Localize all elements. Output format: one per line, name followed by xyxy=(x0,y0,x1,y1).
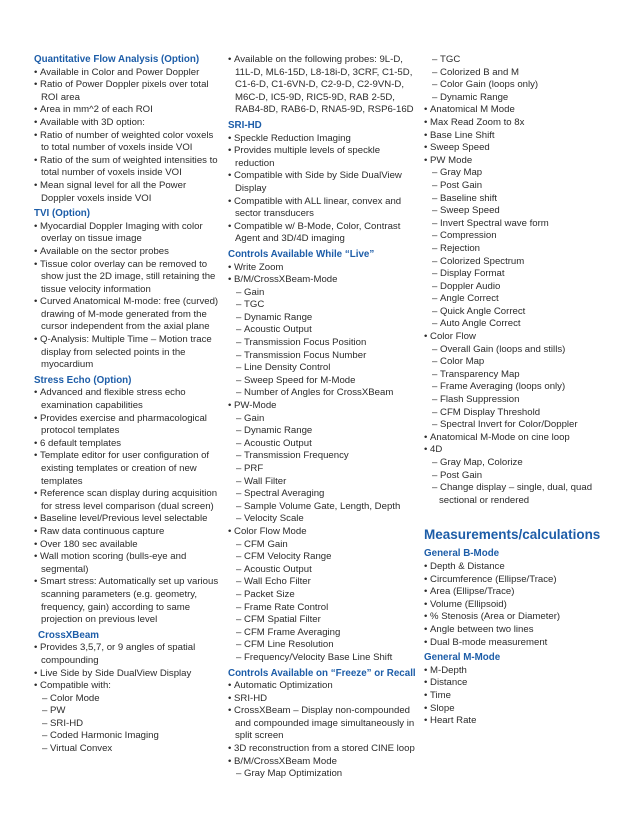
bullet-item: • Available on the following probes: 9L-D, 11L-D, ML6-15D, L8-18i-D, 3CRF, C1-5D, C1-6-D, C1-6VN-D, C2-9-D, C2-9VN-D, M6C-D, IC5-9D, RIC5-9D, RAB 2-5D, RAB4-8D, RAB6-D, RNA5-9D, RSP6-16D xyxy=(228,54,420,117)
bullet-item: • Raw data continuous capture xyxy=(34,526,222,539)
bullet-item: • Available on the sector probes xyxy=(34,246,222,259)
sub-item: – CFM Display Threshold xyxy=(424,407,614,420)
sub-item: – Frame Averaging (loops only) xyxy=(424,381,614,394)
bullet-item: • Anatomical M-Mode on cine loop xyxy=(424,432,614,445)
bullet-item: • Available with 3D option: xyxy=(34,117,222,130)
bullet-item: • Baseline level/Previous level selectable xyxy=(34,513,222,526)
sub-item: – Transmission Focus Number xyxy=(228,350,420,363)
bullet-item: • Volume (Ellipsoid) xyxy=(424,599,614,612)
sub-item: – Angle Correct xyxy=(424,293,614,306)
bullet-item: • Wall motion scoring (bulls-eye and segmental) xyxy=(34,551,222,576)
sub-item: – Frame Rate Control xyxy=(228,602,420,615)
sub-item: – PW xyxy=(34,705,222,718)
section-heading: SRI-HD xyxy=(228,119,262,131)
bullet-item: • SRI-HD xyxy=(228,693,420,706)
sub-item: – Color Gain (loops only) xyxy=(424,79,614,92)
sub-item: – Packet Size xyxy=(228,589,420,602)
bullet-item: • Compatible with Side by Side DualView Display xyxy=(228,170,420,195)
section-heading: General M-Mode xyxy=(424,652,501,664)
bullet-item: • Area (Ellipse/Trace) xyxy=(424,586,614,599)
section-heading: Stress Echo (Option) xyxy=(34,374,132,386)
bullet-item: • Sweep Speed xyxy=(424,142,614,155)
bullet-item: • M-Depth xyxy=(424,665,614,678)
sub-item: – Gain xyxy=(228,287,420,300)
bullet-item: • PW Mode xyxy=(424,155,614,168)
sub-item: – Wall Filter xyxy=(228,476,420,489)
bullet-item: • Automatic Optimization xyxy=(228,680,420,693)
sub-item: – Gain xyxy=(228,413,420,426)
bullet-item: • Time xyxy=(424,690,614,703)
sub-item: – Color Map xyxy=(424,356,614,369)
section-heading: General B-Mode xyxy=(424,548,500,560)
sub-item: – Post Gain xyxy=(424,470,614,483)
sub-item: – Gray Map xyxy=(424,167,614,180)
sub-item: – Colorized Spectrum xyxy=(424,256,614,269)
bullet-item: • Angle between two lines xyxy=(424,624,614,637)
section-heading: Quantitative Flow Analysis (Option) xyxy=(34,54,200,65)
bullet-item: • Myocardial Doppler Imaging with color overlay on tissue image xyxy=(34,221,222,246)
sub-item: – Acoustic Output xyxy=(228,324,420,337)
bullet-item: • Smart stress: Automatically set up various scanning parameters (e.g. geometry, frequency, gain) according to same projection on previous level xyxy=(34,576,222,626)
bullet-item: • 3D reconstruction from a stored CINE loop xyxy=(228,743,420,756)
bullet-item: • Anatomical M Mode xyxy=(424,104,614,117)
bullet-item: • Compatible with: xyxy=(34,680,222,693)
sub-item: – Overall Gain (loops and stills) xyxy=(424,344,614,357)
sub-item: – Dynamic Range xyxy=(228,312,420,325)
sub-item: – Coded Harmonic Imaging xyxy=(34,730,222,743)
sub-item: – SRI-HD xyxy=(34,718,222,731)
bullet-item: • Heart Rate xyxy=(424,715,614,728)
bullet-item: • Mean signal level for all the Power Doppler voxels inside VOI xyxy=(34,180,222,205)
sub-item: – Acoustic Output xyxy=(228,564,420,577)
bullet-item: • Live Side by Side DualView Display xyxy=(34,668,222,681)
column-left xyxy=(34,54,222,756)
bullet-item: • Tissue color overlay can be removed to show just the 2D image, still retaining the tissue velocity information xyxy=(34,259,222,297)
sub-item: – Number of Angles for CrossXBeam xyxy=(228,387,420,400)
bullet-item: • B/M/CrossXBeam-Mode xyxy=(228,274,420,287)
sub-item: – Auto Angle Correct xyxy=(424,318,614,331)
sub-item: – Frequency/Velocity Base Line Shift xyxy=(228,652,420,665)
sub-item: – Sweep Speed for M-Mode xyxy=(228,375,420,388)
bullet-item: • Distance xyxy=(424,677,614,690)
sub-item: – CFM Gain xyxy=(228,539,420,552)
bullet-item: • Color Flow Mode xyxy=(228,526,420,539)
bullet-item: • Compatible with ALL linear, convex and sector transducers xyxy=(228,196,420,221)
bullet-item: • Curved Anatomical M-mode: free (curved) drawing of M-mode generated from the cursor independent from the axial plane xyxy=(34,296,222,334)
section-heading: Controls Available While “Live” xyxy=(228,248,375,260)
bullet-item: • Over 180 sec available xyxy=(34,539,222,552)
sub-item: – Spectral Averaging xyxy=(228,488,420,501)
bullet-item: • Provides 3,5,7, or 9 angles of spatial compounding xyxy=(34,642,222,667)
bullet-item: • B/M/CrossXBeam Mode xyxy=(228,756,420,769)
column-right xyxy=(424,54,614,728)
sub-item: – Sample Volume Gate, Length, Depth xyxy=(228,501,420,514)
sub-item: – Compression xyxy=(424,230,614,243)
bullet-item: • Provides exercise and pharmacological protocol templates xyxy=(34,413,222,438)
sub-item: – PRF xyxy=(228,463,420,476)
sub-item: – Rejection xyxy=(424,243,614,256)
bullet-item: • Template editor for user configuration of existing templates or creation of new templates xyxy=(34,450,222,488)
bullet-item: • 6 default templates xyxy=(34,438,222,451)
bullet-item: • Ratio of number of weighted color voxels to total number of voxels inside VOI xyxy=(34,130,222,155)
sub-item: – Virtual Convex xyxy=(34,743,222,756)
section-heading: TVI (Option) xyxy=(34,208,91,220)
column-middle xyxy=(228,54,420,781)
bullet-item: • Base Line Shift xyxy=(424,130,614,143)
sub-item: – Acoustic Output xyxy=(228,438,420,451)
bullet-item: • Dual B-mode measurement xyxy=(424,637,614,650)
sub-item: – CFM Spatial Filter xyxy=(228,614,420,627)
bullet-item: • Depth & Distance xyxy=(424,561,614,574)
sub-item: – Line Density Control xyxy=(228,362,420,375)
sub-item: – Post Gain xyxy=(424,180,614,193)
bullet-item: • Reference scan display during acquisition for stress level comparison (dual screen) xyxy=(34,488,222,513)
sub-item: – Invert Spectral wave form xyxy=(424,218,614,231)
sub-item: – Transparency Map xyxy=(424,369,614,382)
bullet-item: • 4D xyxy=(424,444,614,457)
sub-item: – Velocity Scale xyxy=(228,513,420,526)
bullet-item: • Circumference (Ellipse/Trace) xyxy=(424,574,614,587)
bullet-item: • PW-Mode xyxy=(228,400,420,413)
sub-item: – CFM Frame Averaging xyxy=(228,627,420,640)
sub-item: – Color Mode xyxy=(34,693,222,706)
section-heading: Controls Available on “Freeze” or Recall xyxy=(228,667,416,679)
bullet-item: • Provides multiple levels of speckle reduction xyxy=(228,145,420,170)
bullet-item: • Ratio of the sum of weighted intensities to total number of voxels inside VOI xyxy=(34,155,222,180)
sub-item: – Flash Suppression xyxy=(424,394,614,407)
page-section-title: Measurements/calculations xyxy=(424,527,601,543)
sub-item: – Dynamic Range xyxy=(228,425,420,438)
sub-item: – Change display – single, dual, quad sectional or rendered xyxy=(424,482,614,507)
sub-item: – Spectral Invert for Color/Doppler xyxy=(424,419,614,432)
sub-item: – Transmission Frequency xyxy=(228,450,420,463)
bullet-item: • Ratio of Power Doppler pixels over total ROI area xyxy=(34,79,222,104)
sub-item: – Sweep Speed xyxy=(424,205,614,218)
sub-item: – Quick Angle Correct xyxy=(424,306,614,319)
bullet-item: • Speckle Reduction Imaging xyxy=(228,133,420,146)
bullet-item: • Compatible w/ B-Mode, Color, Contrast Agent and 3D/4D imaging xyxy=(228,221,420,246)
sub-item: – Baseline shift xyxy=(424,193,614,206)
bullet-item: • Write Zoom xyxy=(228,262,420,275)
sub-item: – CFM Line Resolution xyxy=(228,639,420,652)
sub-item: – Doppler Audio xyxy=(424,281,614,294)
sub-item: – CFM Velocity Range xyxy=(228,551,420,564)
bullet-item: • CrossXBeam – Display non-compounded and compounded image simultaneously in split screen xyxy=(228,705,420,743)
bullet-item: • Available in Color and Power Doppler xyxy=(34,67,222,80)
sub-item: – Gray Map Optimization xyxy=(228,768,420,781)
sub-item: – TGC xyxy=(424,54,614,67)
sub-item: – Dynamic Range xyxy=(424,92,614,105)
sub-item: – Wall Echo Filter xyxy=(228,576,420,589)
section-heading: CrossXBeam xyxy=(38,629,99,641)
bullet-item: • Color Flow xyxy=(424,331,614,344)
bullet-item: • Area in mm^2 of each ROI xyxy=(34,104,222,117)
sub-item: – Display Format xyxy=(424,268,614,281)
bullet-item: • Slope xyxy=(424,703,614,716)
sub-item: – TGC xyxy=(228,299,420,312)
bullet-item: • Advanced and flexible stress echo examination capabilities xyxy=(34,387,222,412)
bullet-item: • % Stenosis (Area or Diameter) xyxy=(424,611,614,624)
sub-item: – Transmission Focus Position xyxy=(228,337,420,350)
sub-item: – Gray Map, Colorize xyxy=(424,457,614,470)
bullet-item: • Max Read Zoom to 8x xyxy=(424,117,614,130)
sub-item: – Colorized B and M xyxy=(424,67,614,80)
bullet-item: • Q-Analysis: Multiple Time – Motion trace display from selected points in the myocardium xyxy=(34,334,222,372)
